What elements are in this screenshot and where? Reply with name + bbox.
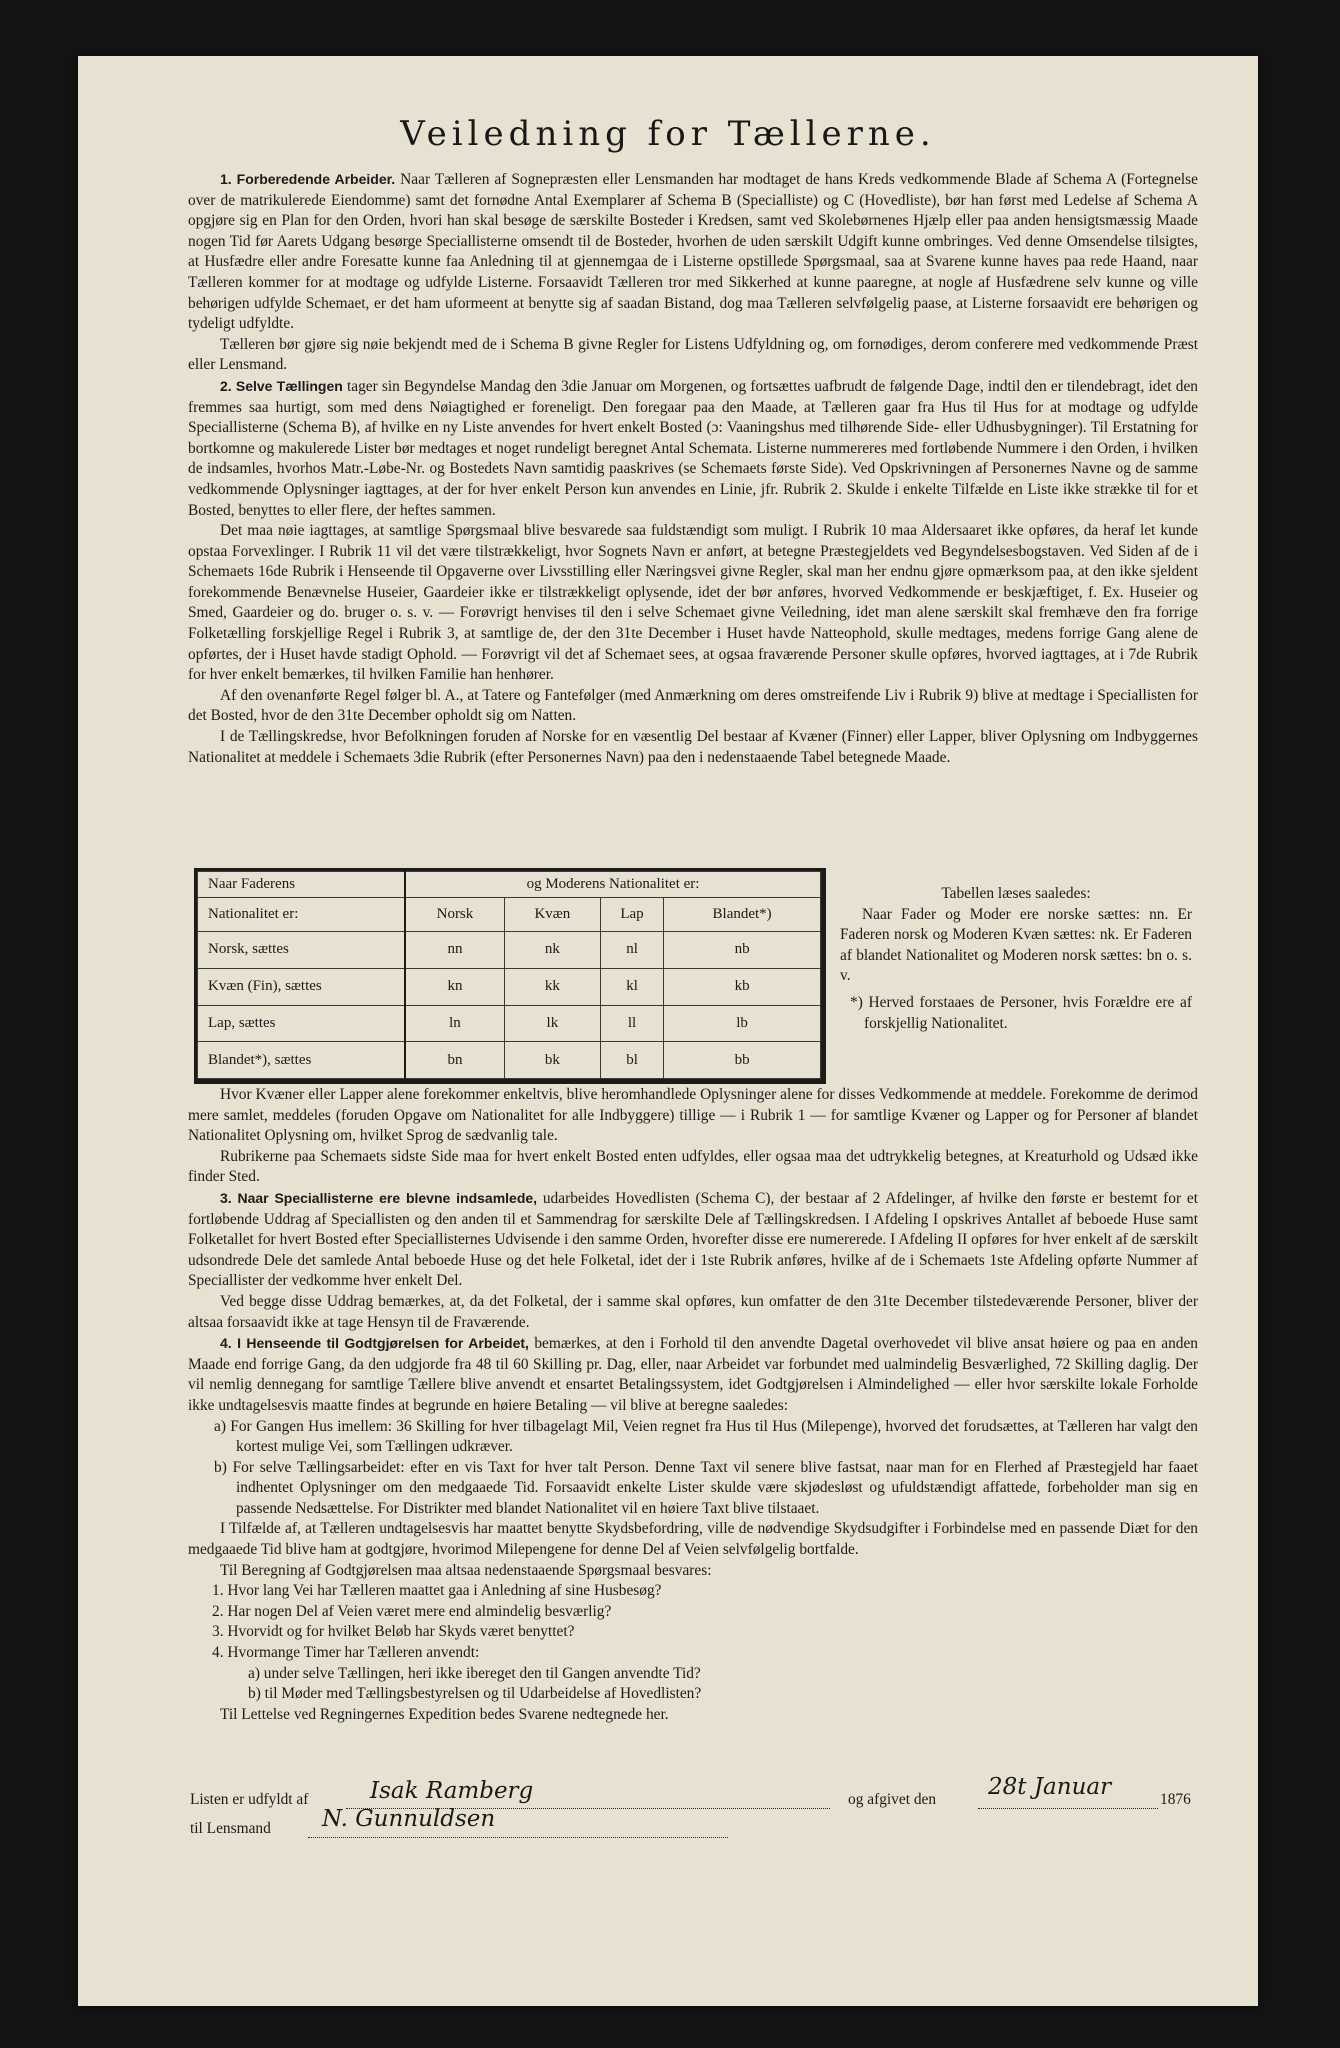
section-2-paragraph-4: I de Tællingskredse, hvor Befolkningen foruden af Norske for en væsentlig Del bestaar af Kvæner (Finner) eller Lapper, bliver Oplysning om Indbyggernes Nationalitet at meddele i Schemaets 3die Rubrik (efter Personernes Navn) paa den i nedenstaaende Tabel betegnede Maade.: [188, 728, 1198, 766]
table-cell: nk: [504, 932, 600, 969]
nationality-table-frame: [194, 868, 826, 1084]
table-cell: bk: [504, 1042, 600, 1079]
section-2-paragraph: 2. Selve Tællingen tager sin Begyndelse Mandag den 3die Januar om Morgenen, og fortsættes uafbrudt de følgende Dage, indtil den er tilendebragt, idet den fremmes saa hurtigt, som med dens Nøiagtighed er foreneligt. Den foregaar paa den Maade, at Tælleren gaar fra Hus til Hus for at modtage og udfylde Speciallisterne (Schema B), af hvilke en ny Liste anvendes for hvert enkelt Bosted (ɔ: Vaaningshus med tilhørende Side- eller Udhusbygninger). Til Erstatning for bortkomne og makulerede Lister bør medtages et noget rundeligt beregnet Antal Schemata. Listerne nummereres med fortløbende Nummere i den Orden, i hvilken de indsamles, hvorhos Matr.-Løbe-Nr. og Bostedets Navn samtidig paaskrives (se Schemaets første Side). Ved Opskrivningen af Personernes Navne og de samme vedkommende Oplysninger iagttages, at der for hver enkelt Person kun anvendes en Linie, jfr. Rubrik 2. Skulde i enkelte Tilfælde en Liste ikke strække til for et Bosted, benyttes to eller flere, der heftes sammen.: [188, 377, 1198, 519]
table-cell: ln: [405, 1005, 504, 1042]
row-label: Kvæn (Fin), sættes: [198, 968, 406, 1005]
table-corner-label-2: Nationalitet er:: [198, 898, 406, 932]
table-cell: lb: [664, 1005, 821, 1042]
table-row: [198, 932, 821, 969]
afgivet-label: og afgivet den: [848, 1791, 937, 1808]
section-4-heading: 4. I Henseende til Godtgjørelsen for Arbeidet,: [220, 1335, 529, 1352]
table-cell: kn: [405, 968, 504, 1005]
section-4-paragraph-3: Til Beregning af Godtgjørelsen maa altsaa nedenstaaende Spørgsmaal besvares:: [220, 1561, 712, 1579]
table-cell: bb: [664, 1042, 821, 1079]
table-row: [198, 1005, 821, 1042]
question-2: 2. Har nogen Del af Veien været mere end almindelig besværlig?: [212, 1602, 612, 1620]
table-cell: nn: [405, 932, 504, 969]
table-note-explanation: Naar Fader og Moder ere norske sættes: nn. Er Faderen norsk og Moderen Kvæn sættes: nk. Er Faderen af blandet Nationalitet og Moderen norsk sættes: bn o. s. v.: [840, 905, 1192, 985]
table-cell: bl: [600, 1042, 663, 1079]
table-row: [198, 968, 821, 1005]
table-cell: ll: [600, 1005, 663, 1042]
table-cell: kk: [504, 968, 600, 1005]
table-cell: lk: [504, 1005, 600, 1042]
section-3-paragraph-2: Ved begge disse Uddrag bemærkes, at, da det Folketal, der i samme skal opføres, kun omfatter de den 31te December tilstedeværende Personer, bliver der altsaa forsaavidt ikke at tage Hensyn til de Fraværende.: [188, 1292, 1198, 1331]
question-1: 1. Hvor lang Vei har Tælleren maattet gaa i Anledning af sine Husbesøg?: [212, 1582, 662, 1600]
nationality-table: [197, 871, 821, 1079]
lensmand-line: [308, 1837, 728, 1838]
section-2-heading: 2. Selve Tællingen: [220, 377, 343, 394]
table-note-heading: Tabellen læses saaledes:: [941, 885, 1091, 902]
section-2-paragraph-3: Af den ovenanførte Regel følger bl. A., at Tatere og Fantefølger (med Anmærkning om deres omstreifende Liv i Rubrik 9) blive at medtage i Speciallisten for det Bosted, hvor de den 31te December opholdt sig om Natten.: [188, 686, 1198, 725]
date-line: [978, 1808, 1158, 1809]
lensmand-name-handwritten: N. Gunnuldsen: [322, 1806, 496, 1832]
table-cell: nb: [664, 932, 821, 969]
column-header: Lap: [600, 898, 663, 932]
table-cell: bn: [405, 1042, 504, 1079]
table-corner-label-1: Naar Faderens: [198, 872, 406, 898]
section-2b-paragraph-2: Rubrikerne paa Schemaets sidste Side maa for hvert enkelt Bosted enten udfyldes, eller ogsaa maa det udtrykkelig betegnes, at Kreaturhold og Udsæd ikke finder Sted.: [188, 1147, 1198, 1186]
section-1-paragraph-2: Tælleren bør gjøre sig nøie bekjendt med de i Schema B givne Regler for Listens Udfyldning og, om fornødiges, derom conferere med vedkommende Præst eller Lensmand.: [188, 335, 1198, 374]
section-4-paragraph-2: I Tilfælde af, at Tælleren undtagelsesvis har maattet benytte Skydsbefordring, ville de nødvendige Skydsudgifter i Forbindelse med en passende Diæt for den medgaaede Tid blive ham at godtgjøre, hvorimod Milepengene for denne Del af Veien selvfølgelig bortfalde.: [188, 1520, 1198, 1559]
question-4: 4. Hvormange Timer har Tælleren anvendt:: [212, 1644, 480, 1662]
question-4a: a) under selve Tællingen, heri ikke ibereget den til Gangen anvendte Tid?: [248, 1664, 701, 1682]
rate-a: a) For Gangen Hus imellem: 36 Skilling for hver tilbagelagt Mil, Veien regnet fra Hus til Hus (Milepenge), hvorved det forudsættes, at Tælleren har valgt den kortest mulige Vei, som Tællingen udkræver.: [214, 1417, 1198, 1456]
row-label: Blandet*), sættes: [198, 1042, 406, 1079]
row-label: Lap, sættes: [198, 1005, 406, 1042]
table-row: [198, 1042, 821, 1079]
column-header: Kvæn: [504, 898, 600, 932]
section-1-paragraph: 1. Forberedende Arbeider. Naar Tælleren af Sognepræsten eller Lensmanden har modtaget de hans Kreds vedkommende Blade af Schema A (Fortegnelse over de matrikulerede Eiendomme) samt det fornødne Antal Exemplarer af Schema B (Specialliste) og C (Hovedliste), bør han først med Ledelse af Schema A opgjøre sig en Plan for den Orden, hvori han skal besøge de særskilte Bosteder i Kredsen, samt ved Skolebørnenes Hjælp eller paa anden hensigtsmæssig Maade nogen Tid før Aarets Udgang besørge Speciallisterne omsendt til de Bosteder, hvorhen de uden særskilt Udgift kunne ombringes. Ved denne Omsendelse tilsigtes, at Husfædre eller andre Foresatte kunne faa Anledning til at gjennemgaa de i Listerne opstillede Spørgsmaal, saa at Svarene kunne haves paa rede Haand, naar Tælleren kommer for at modtage og udfylde Listerne. Forsaavidt Tælleren tror med Sikkerhed at kunne paaregne, at nogle af Husfædrene selv kunne og ville behørigen udfylde Schemaet, er det ham uformeent at benytte sig af saadan Bistand, dog maa Tælleren selvfølgelig paase, at Listerne forsaavidt ere behørigen og tydeligt udfyldte.: [188, 171, 1199, 333]
lensmand-label: til Lensmand: [190, 1820, 271, 1837]
section-1-heading: 1. Forberedende Arbeider.: [220, 171, 396, 187]
year: 1876: [1160, 1791, 1191, 1808]
mother-nationality-header: og Moderens Nationalitet er:: [405, 872, 821, 898]
rate-b: b) For selve Tællingsarbeidet: efter en vis Taxt for hver talt Person. Denne Taxt vil senere blive fastsat, naar man for en Flerhed af Præstegjeld har faaet indhentet Oplysninger om den medgaaede Tid. Forsaavidt enkelte Lister skulde være skjødesløst og ufuldstændigt affattede, forbeholder man sig en passende Nedsættelse. For Distrikter med blandet Nationalitet vil en høiere Taxt blive tilstaaet.: [214, 1458, 1198, 1517]
table-cell: nl: [600, 932, 663, 969]
instructions-upper-block: [188, 169, 1198, 768]
row-label: Norsk, sættes: [198, 932, 406, 969]
section-4-paragraph: 4. I Henseende til Godtgjørelsen for Arbeidet, bemærkes, at den i Forhold til den anvendte Dagetal overhovedet vil blive ansat høiere og paa en anden Maade end forrige Gang, da den udgjorde fra 48 til 60 Skilling pr. Dag, eller, naar Arbeidet var forbundet med ualmindelig Besværlighed, 72 Skilling daglig. Der vil nemlig dennegang for samtlige Tællere blive anvendt et ensartet Betalingssystem, idet Godtgjørelsen i Almindelighed — eller hvor særskilte lokale Forholde ikke undtagelsesvis maatte findes at begrunde en høiere Betaling — vil blive at beregne saaledes:: [188, 1335, 1198, 1414]
section-2b-paragraph: Hvor Kvæner eller Lapper alene forekommer enkeltvis, blive heromhandlede Oplysninger alene for disses Vedkommende at meddele. Forekomme de derimod mere samlet, meddeles (foruden Opgave om Nationalitet for alle Indbyggere) tillige — i Rubrik 1 — for samtlige Kvæner og Lapper og for Personer af blandet Nationalitet Oplysning om, hvilket Sprog de sædvanlig tale.: [188, 1086, 1198, 1145]
table-note-footnote: *) Herved forstaaes de Personer, hvis Forældre ere af forskjellig Nationalitet.: [850, 993, 1192, 1032]
census-instruction-page: [78, 56, 1258, 2006]
question-4b: b) til Møder med Tællingsbestyrelsen og til Udarbeidelse af Hovedlisten?: [248, 1685, 702, 1703]
listen-label: Listen er udfyldt af: [190, 1791, 309, 1808]
table-reading-note: [840, 884, 1192, 1034]
column-header: Blandet*): [664, 898, 821, 932]
counter-name-handwritten: Isak Ramberg: [370, 1778, 534, 1804]
section-3-paragraph: 3. Naar Speciallisterne ere blevne indsamlede, udarbeides Hovedlisten (Schema C), der bestaar af 2 Afdelinger, af hvilke den første er bestemt for et fortløbende Uddrag af Speciallisten og den anden til et Sammendrag for særskilte Dele af Tællingskredsen. I Afdeling I opskrives Antallet af beboede Huse samt Folketallet for hvert Bosted efter Speciallisternes Udvisende i den samme Orden, hvorefter disse ere numererede. I Afdeling II opføres for hver enkelt af de særskilt udsondrede Dele det samlede Antal beboede Huse og det hele Folketal, idet der i 1ste Rubrik anføres, hvilke af de i Schemaets 1ste Afdeling opførte Nummer af Speciallister der vedkomme hver enkelt Del.: [188, 1189, 1199, 1290]
section-4-paragraph-4: Til Lettelse ved Regningernes Expedition bedes Svarene nedtegnede her.: [220, 1705, 669, 1723]
page-title: Veiledning for Tællerne.: [400, 114, 936, 154]
section-2-paragraph-2: Det maa nøie iagttages, at samtlige Spørgsmaal blive besvarede saa fuldstændigt som muligt. I Rubrik 10 maa Aldersaaret ikke opføres, da heraf let kunde opstaa Forvexlinger. I Rubrik 11 vil det være tilstrækkeligt, hvor Sognets Navn er anført, at betegne Præstegjeldets ved Begyndelsesbogstaven. Ved Siden af de i Schemaets 16de Rubrik i Henseende til Opgaverne over Livsstilling eller Næringsvei givne Regler, skal man her endnu gjøre opmærksom paa, at den ikke sjeldent forekommende Benævnelse Huseier, Gaardeier ikke er tilstrækkeligt oplysende, idet der bør anføres, hvorved Vedkommende er beskjæftiget, f. Ex. Huseier og Smed, Gaardeier og do. bruger o. s. v. — Forøvrigt henvises til den i selve Schemaet givne Veiledning, idet man alene særskilt skal fremhæve den fra forrige Folketælling forskjellige Regel i Rubrik 3, at samtlige de, der den 31te December i Huset havde Natteophold, skulle medtages, medens forrige Gang alene de opførtes, der i Huset havde stadigt Ophold. — Forøvrigt vil det af Schemaet sees, at ogsaa fraværende Personer skulle opføres, hvorved iagttages, at i 7de Rubrik for hver enkelt bemærkes, til hvilken Familie han henhører.: [188, 522, 1198, 684]
table-cell: kb: [664, 968, 821, 1005]
section-3-heading: 3. Naar Speciallisterne ere blevne indsamlede,: [220, 1189, 538, 1206]
question-3: 3. Hvorvidt og for hvilket Beløb har Skyds været benyttet?: [212, 1623, 575, 1641]
instructions-lower-block: [188, 1085, 1198, 1725]
column-header: Norsk: [405, 898, 504, 932]
date-handwritten: 28t Januar: [988, 1774, 1112, 1800]
table-cell: kl: [600, 968, 663, 1005]
